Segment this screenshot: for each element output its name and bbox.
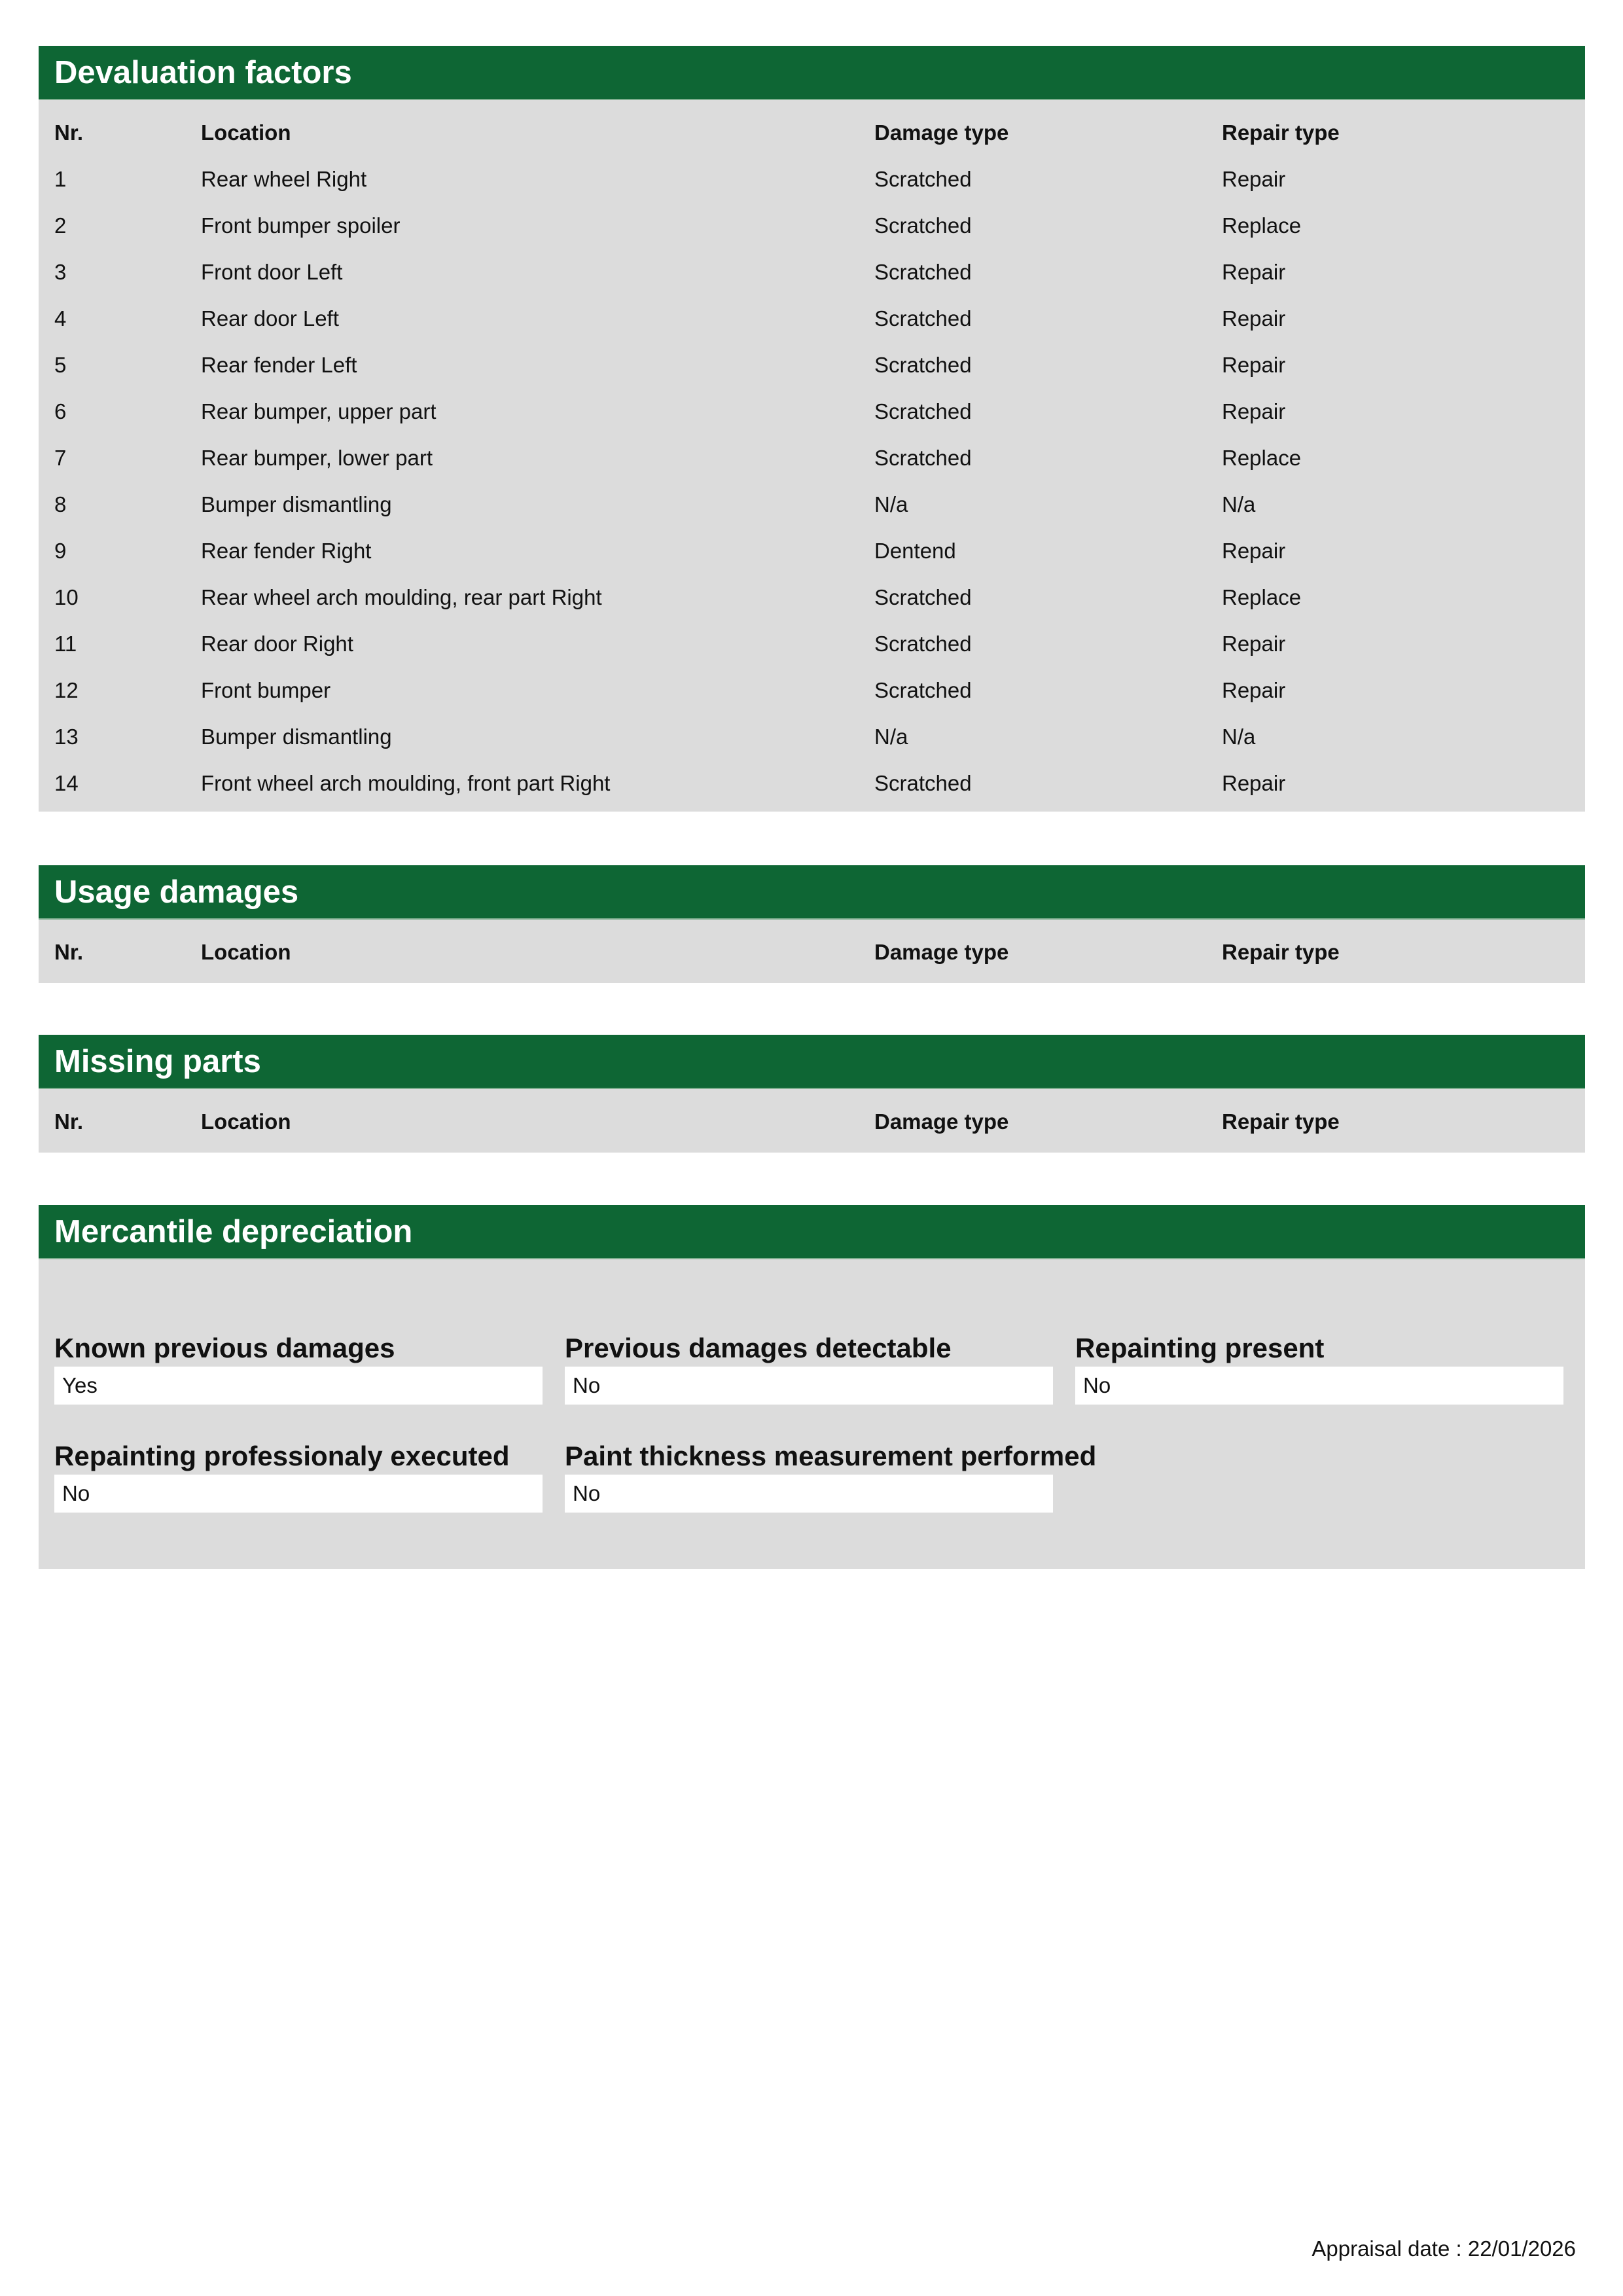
cell-nr: 2 xyxy=(54,213,67,238)
cell-nr: 11 xyxy=(54,632,77,656)
table-header-row xyxy=(39,929,1585,975)
cell-nr: 1 xyxy=(54,167,67,191)
field-value: No xyxy=(1075,1367,1563,1405)
cell-repair-type: Repair xyxy=(1222,167,1286,191)
table-row xyxy=(39,528,1585,574)
cell-nr: 10 xyxy=(54,585,79,609)
cell-damage-type: Scratched xyxy=(874,306,972,331)
cell-location: Rear door Right xyxy=(201,632,353,656)
table-row xyxy=(39,295,1585,342)
cell-repair-type: Repair xyxy=(1222,260,1286,284)
cell-location: Rear fender Left xyxy=(201,353,357,377)
cell-damage-type: Scratched xyxy=(874,771,972,795)
cell-location: Front wheel arch moulding, front part Right xyxy=(201,771,611,795)
field-label: Repainting present xyxy=(1075,1333,1325,1363)
field-paint-thickness-measurement-performed xyxy=(565,1439,1097,1513)
column-header-damage-type: Damage type xyxy=(874,120,1009,145)
usage-table xyxy=(39,920,1585,980)
table-row xyxy=(39,574,1585,620)
field-label: Previous damages detectable xyxy=(565,1333,952,1363)
cell-location: Front bumper spoiler xyxy=(201,213,401,238)
cell-location: Rear wheel arch moulding, rear part Right xyxy=(201,585,602,609)
cell-repair-type: Repair xyxy=(1222,306,1286,331)
cell-nr: 5 xyxy=(54,353,67,377)
cell-location: Bumper dismantling xyxy=(201,492,392,516)
field-value: No xyxy=(565,1475,1053,1513)
column-header-damage-type: Damage type xyxy=(874,1109,1009,1134)
cell-damage-type: N/a xyxy=(874,492,908,516)
cell-nr: 14 xyxy=(54,771,79,795)
cell-location: Front bumper xyxy=(201,678,331,702)
field-known-previous-damages xyxy=(54,1331,543,1405)
usage-damages-section xyxy=(39,865,1585,983)
field-value: No xyxy=(54,1475,543,1513)
cell-location: Rear door Left xyxy=(201,306,339,331)
cell-location: Rear bumper, upper part xyxy=(201,399,437,423)
appraisal-date: Appraisal date : 22/01/2026 xyxy=(1311,2236,1576,2261)
mercantile-depreciation-section xyxy=(39,1205,1585,1569)
table-header-row xyxy=(39,1098,1585,1145)
field-repainting-professionaly-executed xyxy=(54,1439,543,1513)
column-header-nr: Nr. xyxy=(54,1109,84,1134)
cell-location: Front door Left xyxy=(201,260,343,284)
cell-damage-type: Dentend xyxy=(874,539,956,563)
cell-repair-type: Repair xyxy=(1222,632,1286,656)
cell-nr: 8 xyxy=(54,492,67,516)
field-repainting-present xyxy=(1075,1331,1563,1405)
cell-location: Rear fender Right xyxy=(201,539,372,563)
field-previous-damages-detectable xyxy=(565,1331,1053,1405)
field-label: Paint thickness measurement performed xyxy=(565,1441,1097,1471)
column-header-location: Location xyxy=(201,940,291,964)
table-row xyxy=(39,202,1585,249)
cell-damage-type: Scratched xyxy=(874,353,972,377)
table-row xyxy=(39,620,1585,667)
section-title: Devaluation factors xyxy=(39,46,1585,100)
cell-nr: 3 xyxy=(54,260,67,284)
cell-repair-type: Repair xyxy=(1222,771,1286,795)
cell-damage-type: Scratched xyxy=(874,678,972,702)
column-header-location: Location xyxy=(201,120,291,145)
cell-damage-type: Scratched xyxy=(874,446,972,470)
cell-repair-type: Repair xyxy=(1222,399,1286,423)
cell-repair-type: N/a xyxy=(1222,492,1256,516)
field-value: No xyxy=(565,1367,1053,1405)
cell-repair-type: N/a xyxy=(1222,725,1256,749)
table-row xyxy=(39,760,1585,806)
cell-nr: 9 xyxy=(54,539,67,563)
cell-damage-type: Scratched xyxy=(874,585,972,609)
cell-location: Rear wheel Right xyxy=(201,167,367,191)
table-row xyxy=(39,249,1585,295)
table-row xyxy=(39,713,1585,760)
table-row xyxy=(39,667,1585,713)
cell-repair-type: Repair xyxy=(1222,678,1286,702)
missing-parts-section xyxy=(39,1035,1585,1153)
devaluation-table xyxy=(39,100,1585,812)
column-header-nr: Nr. xyxy=(54,120,84,145)
table-row xyxy=(39,156,1585,202)
cell-repair-type: Replace xyxy=(1222,213,1302,238)
cell-location: Rear bumper, lower part xyxy=(201,446,433,470)
table-row xyxy=(39,388,1585,435)
cell-damage-type: Scratched xyxy=(874,399,972,423)
field-label: Repainting professionaly executed xyxy=(54,1441,510,1471)
section-title: Missing parts xyxy=(39,1035,1585,1089)
column-header-location: Location xyxy=(201,1109,291,1134)
cell-nr: 12 xyxy=(54,678,79,702)
cell-nr: 6 xyxy=(54,399,67,423)
cell-repair-type: Repair xyxy=(1222,353,1286,377)
cell-damage-type: Scratched xyxy=(874,632,972,656)
column-header-repair-type: Repair type xyxy=(1222,940,1340,964)
cell-damage-type: Scratched xyxy=(874,167,972,191)
field-value: Yes xyxy=(54,1367,543,1405)
section-title: Usage damages xyxy=(39,865,1585,920)
cell-nr: 7 xyxy=(54,446,67,470)
cell-repair-type: Replace xyxy=(1222,446,1302,470)
column-header-damage-type: Damage type xyxy=(874,940,1009,964)
cell-nr: 13 xyxy=(54,725,79,749)
table-row xyxy=(39,481,1585,528)
cell-repair-type: Repair xyxy=(1222,539,1286,563)
cell-damage-type: Scratched xyxy=(874,213,972,238)
table-row xyxy=(39,342,1585,388)
cell-damage-type: Scratched xyxy=(874,260,972,284)
table-body xyxy=(39,156,1585,806)
cell-repair-type: Replace xyxy=(1222,585,1302,609)
devaluation-factors-section xyxy=(39,46,1585,812)
table-header-row xyxy=(39,109,1585,156)
field-label: Known previous damages xyxy=(54,1333,395,1363)
column-header-repair-type: Repair type xyxy=(1222,1109,1340,1134)
section-title: Mercantile depreciation xyxy=(39,1205,1585,1259)
missing-table xyxy=(39,1089,1585,1150)
cell-damage-type: N/a xyxy=(874,725,908,749)
cell-nr: 4 xyxy=(54,306,67,331)
column-header-nr: Nr. xyxy=(54,940,84,964)
column-header-repair-type: Repair type xyxy=(1222,120,1340,145)
table-row xyxy=(39,435,1585,481)
cell-location: Bumper dismantling xyxy=(201,725,392,749)
